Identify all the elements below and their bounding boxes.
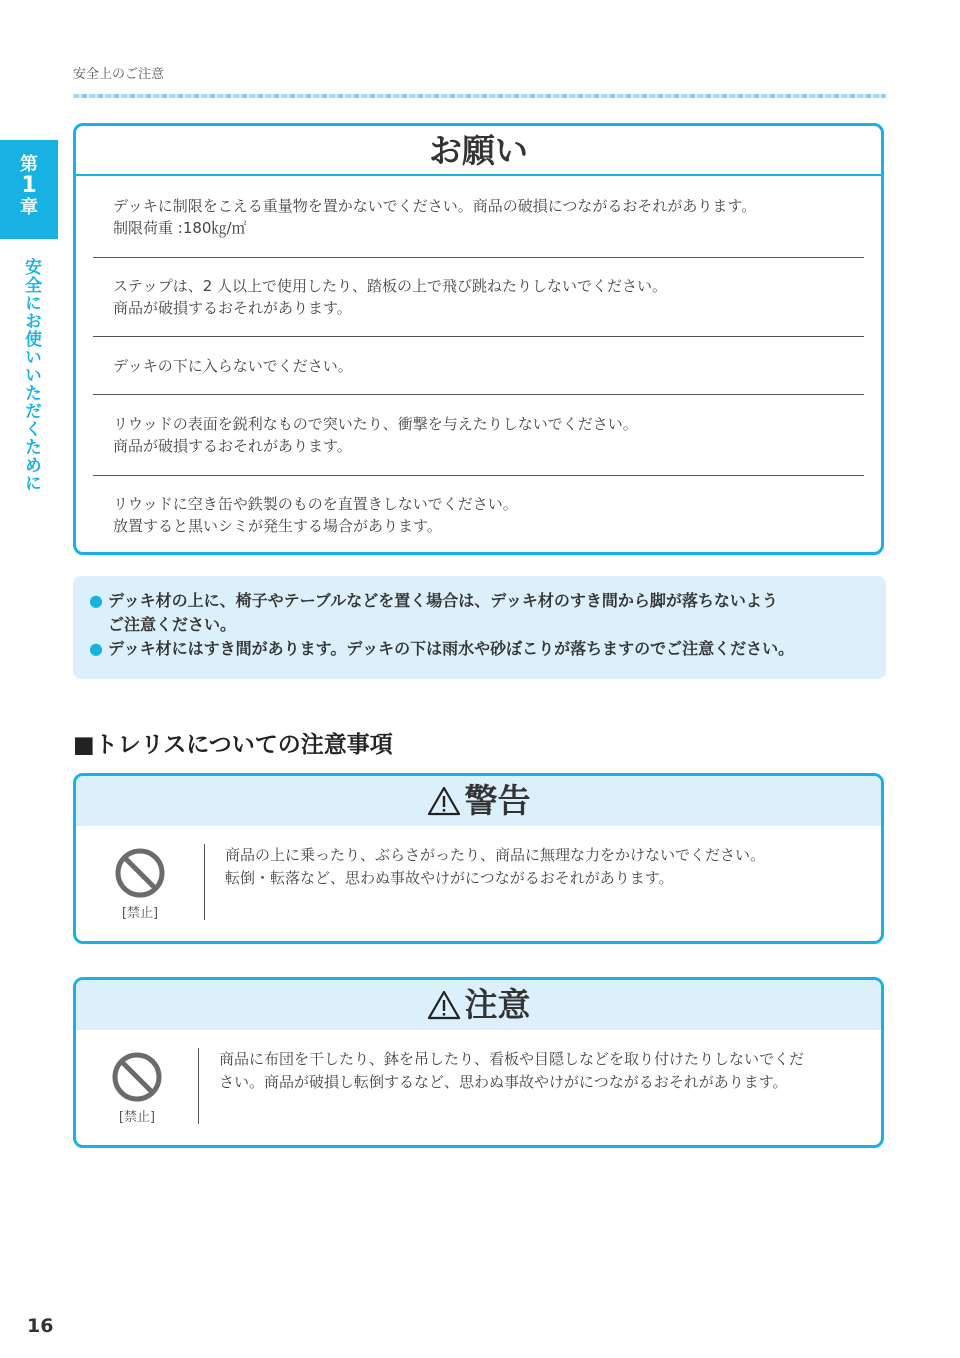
prohibit-mark <box>76 1050 198 1125</box>
prohibit-label: [禁止] <box>121 906 159 921</box>
request-item <box>93 476 864 554</box>
caution-line: 商品に布団を干したり、鉢を吊したり、看板や目隠しなどを取り付けたりしないでくだ <box>219 1050 805 1068</box>
warning-triangle-icon <box>427 990 461 1020</box>
chapter-title: 安全にお使いいただくために <box>21 258 41 492</box>
bullet-icon: ● <box>89 639 103 658</box>
caution-box <box>73 977 884 1148</box>
note-line: デッキ材にはすき間があります。デッキの下は雨水や砂ぼこりが落ちますのでご注意ください。 <box>108 639 795 658</box>
caution-text <box>199 1048 804 1094</box>
chapter-tab <box>0 140 58 239</box>
request-title: お願い <box>76 126 881 176</box>
note-line: デッキ材の上に、椅子やテーブルなどを置く場合は、デッキ材のすき間から脚が落ちないよう <box>108 591 778 610</box>
request-item-line: 商品が破損するおそれがあります。 <box>113 299 352 317</box>
prohibition-icon <box>113 846 167 900</box>
chapter-number: 1 <box>21 173 37 198</box>
warning-text <box>205 844 765 890</box>
caution-title: 注意 <box>464 985 531 1024</box>
prohibit-label: [禁止] <box>118 1110 156 1125</box>
request-item-line: 放置すると黒いシミが発生する場合があります。 <box>113 517 442 535</box>
request-item-line: ステップは、2 人以上で使用したり、踏板の上で飛び跳ねたりしないでください。 <box>113 277 668 295</box>
warning-box <box>73 773 884 944</box>
note-row <box>89 589 872 613</box>
trellis-section-title: ■トレリスについての注意事項 <box>73 732 393 758</box>
request-item-line: デッキの下に入らないでください。 <box>113 356 353 375</box>
prohibition-icon <box>110 1050 164 1104</box>
section-header: 安全上のご注意 <box>73 67 165 82</box>
header-rule <box>73 94 886 98</box>
request-item-line: デッキに制限をこえる重量物を置かないでください。商品の破損につながるおそれがあります。 <box>113 196 757 215</box>
bullet-icon: ● <box>89 591 103 610</box>
warning-body <box>76 826 881 921</box>
request-item-line: 制限荷重 :180㎏/㎡ <box>113 218 247 237</box>
request-item <box>93 176 864 258</box>
caution-body <box>76 1030 881 1125</box>
prohibit-mark <box>76 846 204 921</box>
request-item <box>93 395 864 476</box>
caution-header <box>76 980 881 1030</box>
request-item <box>93 258 864 337</box>
request-box <box>73 123 884 555</box>
request-item-line: リウッドに空き缶や鉄製のものを直置きしないでください。 <box>113 495 518 513</box>
chapter-suffix: 章 <box>20 197 38 218</box>
request-item <box>93 337 864 395</box>
caution-line: さい。商品が破損し転倒するなど、思わぬ事故やけがにつながるおそれがあります。 <box>219 1073 788 1091</box>
warning-line: 商品の上に乗ったり、ぶらさがったり、商品に無理な力をかけないでください。 <box>225 846 766 864</box>
request-item-line: 商品が破損するおそれがあります。 <box>113 437 352 455</box>
warning-title: 警告 <box>464 781 531 820</box>
warning-line: 転倒・転落など、思わぬ事故やけがにつながるおそれがあります。 <box>225 869 674 887</box>
page-number: 16 <box>27 1315 54 1337</box>
warning-header <box>76 776 881 826</box>
note-line: ご注意ください。 <box>108 615 237 634</box>
chapter-prefix: 第 <box>20 154 38 175</box>
request-item-line: リウッドの表面を鋭利なもので突いたり、衝撃を与えたりしないでください。 <box>113 415 638 433</box>
warning-triangle-icon <box>427 786 461 816</box>
note-box <box>73 576 886 679</box>
note-row <box>89 637 872 661</box>
